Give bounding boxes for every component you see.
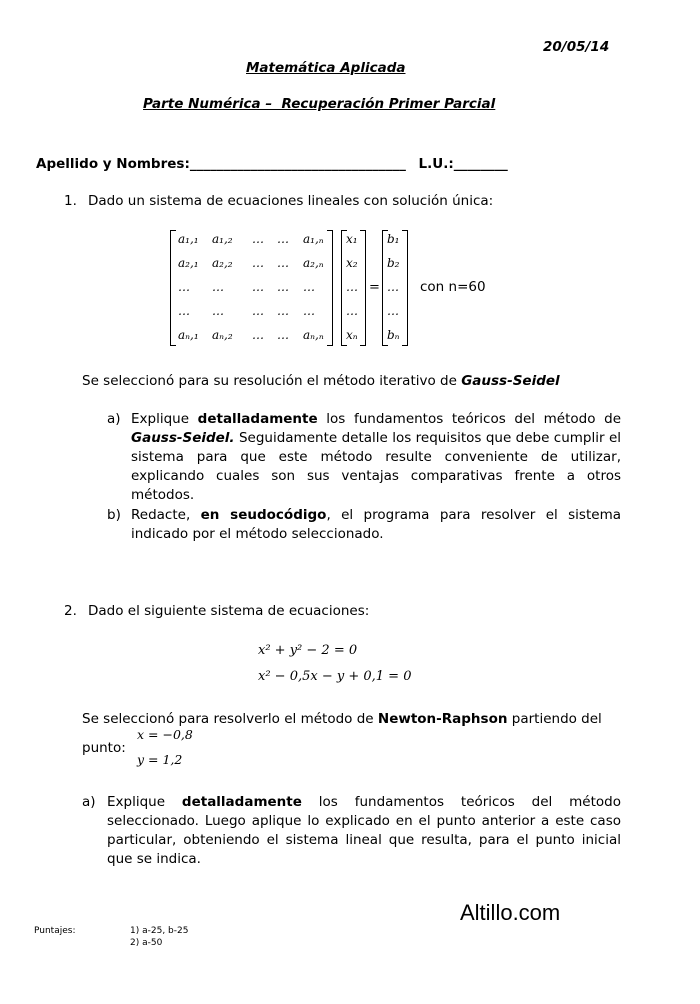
matrix-cell: aₙ,₁	[178, 328, 199, 342]
b-vector-cell: b₁	[387, 232, 400, 246]
lu-blank: ________	[453, 156, 508, 172]
matrix-cell: aₙ,ₙ	[303, 328, 324, 342]
q2-number: 2.	[64, 603, 77, 619]
exam-subtitle: Parte Numérica – Recuperación Primer Parcial	[143, 96, 496, 112]
matrix-cell: …	[277, 232, 289, 246]
q2-a-label: a)	[82, 794, 96, 810]
q2-equation-2: x² − 0,5x − y + 0,1 = 0	[258, 669, 412, 684]
q2-a-rest: los fundamentos teóricos del método seleccionado. Luego aplique lo explicado en el punto anterior a este caso particular, obteniendo el sistema lineal que resulta, para el punto inicial que se indica.	[107, 794, 621, 867]
x-vector-cell: xₙ	[346, 328, 358, 342]
q1-a-rest: Seguidamente detalle los requisitos que debe cumplir el sistema para que este método resulte conveniente de utilizar, explicando cuales son sus ventajas comparativas frente a otros métodos.	[131, 430, 621, 503]
matrix-cell: …	[252, 328, 264, 342]
matrix-cell: a₂,₂	[212, 256, 233, 270]
matrix-cell: …	[252, 232, 264, 246]
matrix-cell: …	[212, 280, 224, 294]
x-vector-cell: x₁	[346, 232, 358, 246]
matrix-a-left-bracket	[170, 230, 176, 346]
matrix-cell: …	[303, 304, 315, 318]
matrix-cell: …	[303, 280, 315, 294]
q1-a-bold: detalladamente	[197, 411, 318, 427]
matrix-cell: …	[277, 328, 289, 342]
q2-a-text	[107, 793, 621, 869]
b-vector-cell: …	[387, 304, 399, 318]
lu-label: L.U.:	[418, 156, 454, 172]
q1-a-label: a)	[107, 411, 121, 427]
q1-b-bold: en seudocódigo	[200, 507, 327, 523]
q1-b-pre: Redacte,	[131, 507, 191, 523]
q1-a-method: Gauss-Seidel.	[131, 430, 235, 446]
x-vector-right-bracket	[360, 230, 366, 346]
q2-method-pre: Se seleccionó para resolverlo el método de	[82, 711, 374, 727]
b-vector-cell: b₂	[387, 256, 400, 270]
b-vector-cell: …	[387, 280, 399, 294]
matrix-cell: …	[277, 280, 289, 294]
matrix-cell: a₂,₁	[178, 256, 199, 270]
q2-equation-1: x² + y² − 2 = 0	[258, 643, 358, 658]
matrix-cell: a₂,ₙ	[303, 256, 324, 270]
q1-intro: Dado un sistema de ecuaciones lineales con solución única:	[88, 193, 494, 209]
matrix-a-right-bracket	[327, 230, 333, 346]
q2-a-pre: Explique	[107, 794, 166, 810]
puntajes-label: Puntajes:	[34, 926, 76, 936]
x-vector-cell: x₂	[346, 256, 358, 270]
q1-a-pre: Explique	[131, 411, 190, 427]
q1-a-text	[131, 410, 621, 505]
q1-number: 1.	[64, 193, 77, 209]
course-title: Matemática Aplicada	[246, 60, 406, 76]
name-row	[36, 155, 508, 174]
matrix-cell: …	[252, 280, 264, 294]
q2-a-bold: detalladamente	[181, 794, 302, 810]
q2-intro: Dado el siguiente sistema de ecuaciones:	[88, 603, 370, 619]
matrix-cell: …	[252, 304, 264, 318]
puntajes-line-2: 2) a-50	[130, 938, 163, 948]
x-vector-cell: …	[346, 280, 358, 294]
exam-date: 20/05/14	[543, 39, 610, 55]
matrix-cell: …	[178, 304, 190, 318]
matrix-cell: …	[277, 304, 289, 318]
matrix-cell: …	[212, 304, 224, 318]
q1-method-name: Gauss-Seidel	[461, 373, 560, 389]
q2-point-x: x = −0,8	[137, 727, 193, 742]
q1-b-rest: , el programa para resolver el sistema indicado por el método seleccionado.	[131, 507, 621, 542]
x-vector-cell: …	[346, 304, 358, 318]
matrix-cell: …	[277, 256, 289, 270]
matrix-cell: …	[178, 280, 190, 294]
q1-method-text: Se seleccionó para su resolución el método iterativo de	[82, 373, 457, 389]
n-value-text: con n=60	[420, 279, 486, 295]
name-label: Apellido y Nombres:	[36, 156, 190, 172]
matrix-cell: aₙ,₂	[212, 328, 233, 342]
equals-sign: =	[369, 280, 380, 295]
puntajes-line-1: 1) a-25, b-25	[130, 926, 189, 936]
q2-method-name: Newton-Raphson	[377, 711, 508, 727]
b-vector-cell: bₙ	[387, 328, 400, 342]
matrix-cell: a₁,ₙ	[303, 232, 324, 246]
q1-b-label: b)	[107, 507, 121, 523]
matrix-cell: a₁,₁	[178, 232, 199, 246]
q2-point-y: y = 1,2	[137, 752, 183, 767]
q1-b-text	[131, 506, 621, 544]
matrix-cell: a₁,₂	[212, 232, 233, 246]
q2-point-label: punto:	[82, 740, 126, 756]
matrix-equation	[170, 230, 500, 350]
matrix-cell: …	[252, 256, 264, 270]
q1-method-line	[82, 372, 560, 391]
b-vector-right-bracket	[402, 230, 408, 346]
name-blank: ________________________________	[189, 156, 406, 172]
watermark: Altillo.com	[460, 900, 561, 925]
q1-a-mid: los fundamentos teóricos del método de	[326, 411, 621, 427]
q2-method-post: partiendo del	[511, 711, 602, 727]
